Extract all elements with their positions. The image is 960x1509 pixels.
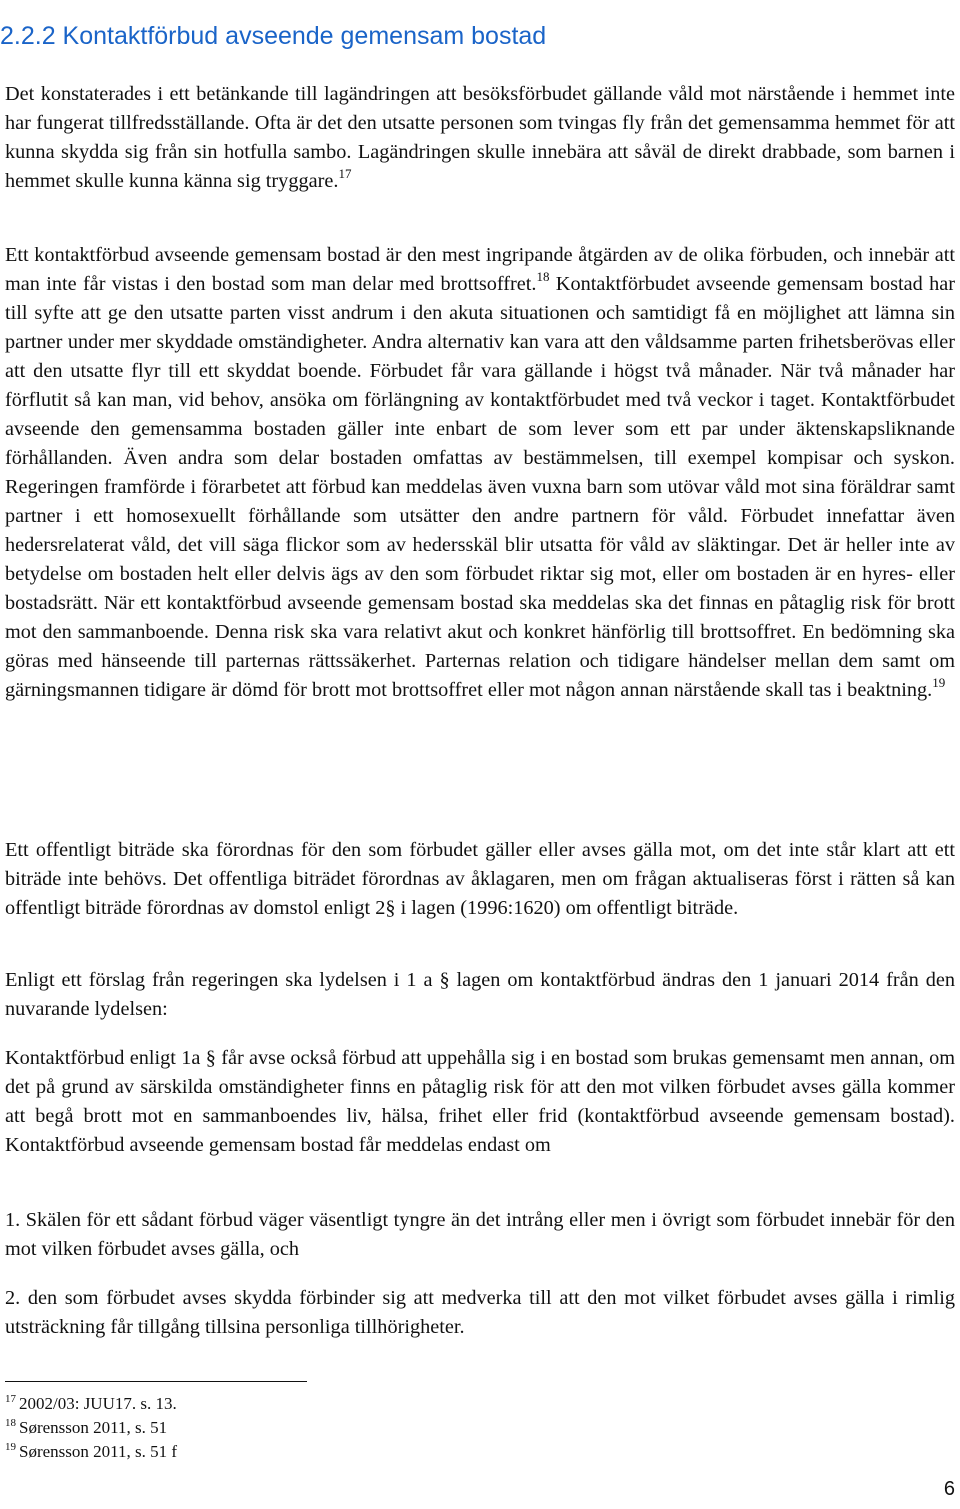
footnote-18 (5, 1416, 605, 1440)
footnote-number: 18 (5, 1417, 16, 1429)
paragraph-text: Ett kontaktförbud avseende gemensam bostad är den mest ingripande åtgärden av de olika förbuden, och innebär att man inte får vistas i den bostad som man delar med brottsoffret. (5, 244, 955, 295)
paragraph-text: Kontaktförbudet avseende gemensam bostad har till syfte att ge den utsatte parten visst andrum i den akuta situationen och samtidigt få en möjlighet att lämna sin partner under mer skyddade omständigheter. Andra alternativ kan vara att den våldsamme parten frihetsberövas eller att den utsatte flyr till ett skyddat boende. Förbudet får vara gällande i högst två månader. När två månader har förflutit så kan man, vid behov, ansöka om förlängning av kontaktförbudet med två veckor i taget. Kontaktförbudet avseende den gemensamma bostaden gäller inte enbart de som lever som ett par under äktenskapsliknande förhållanden. Även andra som delar bostaden omfattas av bestämmelsen, till exempel kompisar och syskon. Regeringen framförde i förarbetet att förbud kan meddelas även vuxna barn som utövar våld mot sina föräldrar samt partner i ett homosexuellt förhållande som utsätter den andre partnern för våld. Förbudet innefattar även hedersrelaterat våld, det vill säga flickor som av hedersskäl blir utsatta för våld av släktingar. Det är heller inte av betydelse om bostaden helt eller delvis ägs av den som förbudet riktar sig mot, eller om bostaden är en hyres- eller bostadsrätt. När ett kontaktförbud avseende gemensam bostad ska meddelas ska det finnas en påtaglig risk för brott mot den sammanboende. Denna risk ska vara relativt akut och konkret hänförlig till brottsoffret. En bedömning ska göras med hänseende till parternas rättssäkerhet. Parternas relation och tidigare händelser mellan dem samt om gärningsmannen tidigare är dömd för brott mot brottsoffret eller mot någon annan närstående skall tas i beaktning. (5, 273, 955, 701)
section-heading: 2.2.2 Kontaktförbud avseende gemensam bostad (0, 21, 547, 50)
footnote-divider (5, 1381, 307, 1382)
footnote-19 (5, 1440, 605, 1464)
list-item-condition-1: 1. Skälen för ett sådant förbud väger väsentligt tyngre än det intrång eller men i övrigt som förbudet innebär för den mot vilken förbudet avses gälla, och (5, 1209, 955, 1260)
footnote-17 (5, 1392, 605, 1416)
footnote-ref-18[interactable]: 18 (536, 269, 550, 284)
footnotes (5, 1392, 605, 1464)
footnote-text: 2002/03: JUU17. s. 13. (19, 1394, 177, 1413)
page-number: 6 (943, 1478, 955, 1500)
footnote-text: Sørensson 2011, s. 51 f (19, 1442, 178, 1461)
footnote-number: 17 (5, 1393, 16, 1405)
footnote-text: Sørensson 2011, s. 51 (19, 1418, 168, 1437)
paragraph-law-text: Kontaktförbud enligt 1a § får avse också förbud att uppehålla sig i en bostad som brukas gemensamt men annan, om det på grund av särskilda omständigheter finns en påtaglig risk för att den mot vilken förbudet avses gälla kommer att begå brott mot en sammanboendes liv, hälsa, frihet eller frid (kontaktförbud avseende gemensam bostad). Kontaktförbud avseende gemensam bostad får meddelas endast om (5, 1047, 955, 1156)
paragraph-background (5, 80, 955, 196)
footnote-ref-17[interactable]: 17 (338, 166, 352, 181)
footnote-ref-19[interactable]: 19 (932, 675, 946, 690)
list-item-condition-2: 2. den som förbudet avses skydda förbinder sig att medverka till att den mot vilket förbudet avses gälla i rimlig utsträckning får tillgång tillsina personliga tillhörigheter. (5, 1287, 955, 1338)
paragraph-text: Det konstaterades i ett betänkande till lagändringen att besöksförbudet gällande våld mot närstående i hemmet inte har fungerat tillfredsställande. Ofta är det den utsatte personen som tvingas fly från det gemensamma hemmet för att kunna skydda sig från sin hotfulla sambo. Lagändringen skulle innebära att såväl de direkt drabbade, som barnen i hemmet skulle kunna känna sig tryggare. (5, 83, 955, 192)
paragraph-government-proposal: Enligt ett förslag från regeringen ska lydelsen i 1 a § lagen om kontaktförbud ändras den 1 januari 2014 från den nuvarande lydelsen: (5, 969, 955, 1020)
paragraph-public-counsel: Ett offentligt biträde ska förordnas för den som förbudet gäller eller avses gälla mot, om det inte står klart att ett biträde inte behövs. Det offentliga biträdet förordnas av åklagaren, men om frågan aktualiseras först i rätten så kan offentligt biträde förordnas av domstol enligt 2§ i lagen (1996:1620) om offentligt biträde. (5, 839, 955, 919)
paragraph-contact-ban-description (5, 241, 955, 705)
footnote-number: 19 (5, 1441, 16, 1453)
